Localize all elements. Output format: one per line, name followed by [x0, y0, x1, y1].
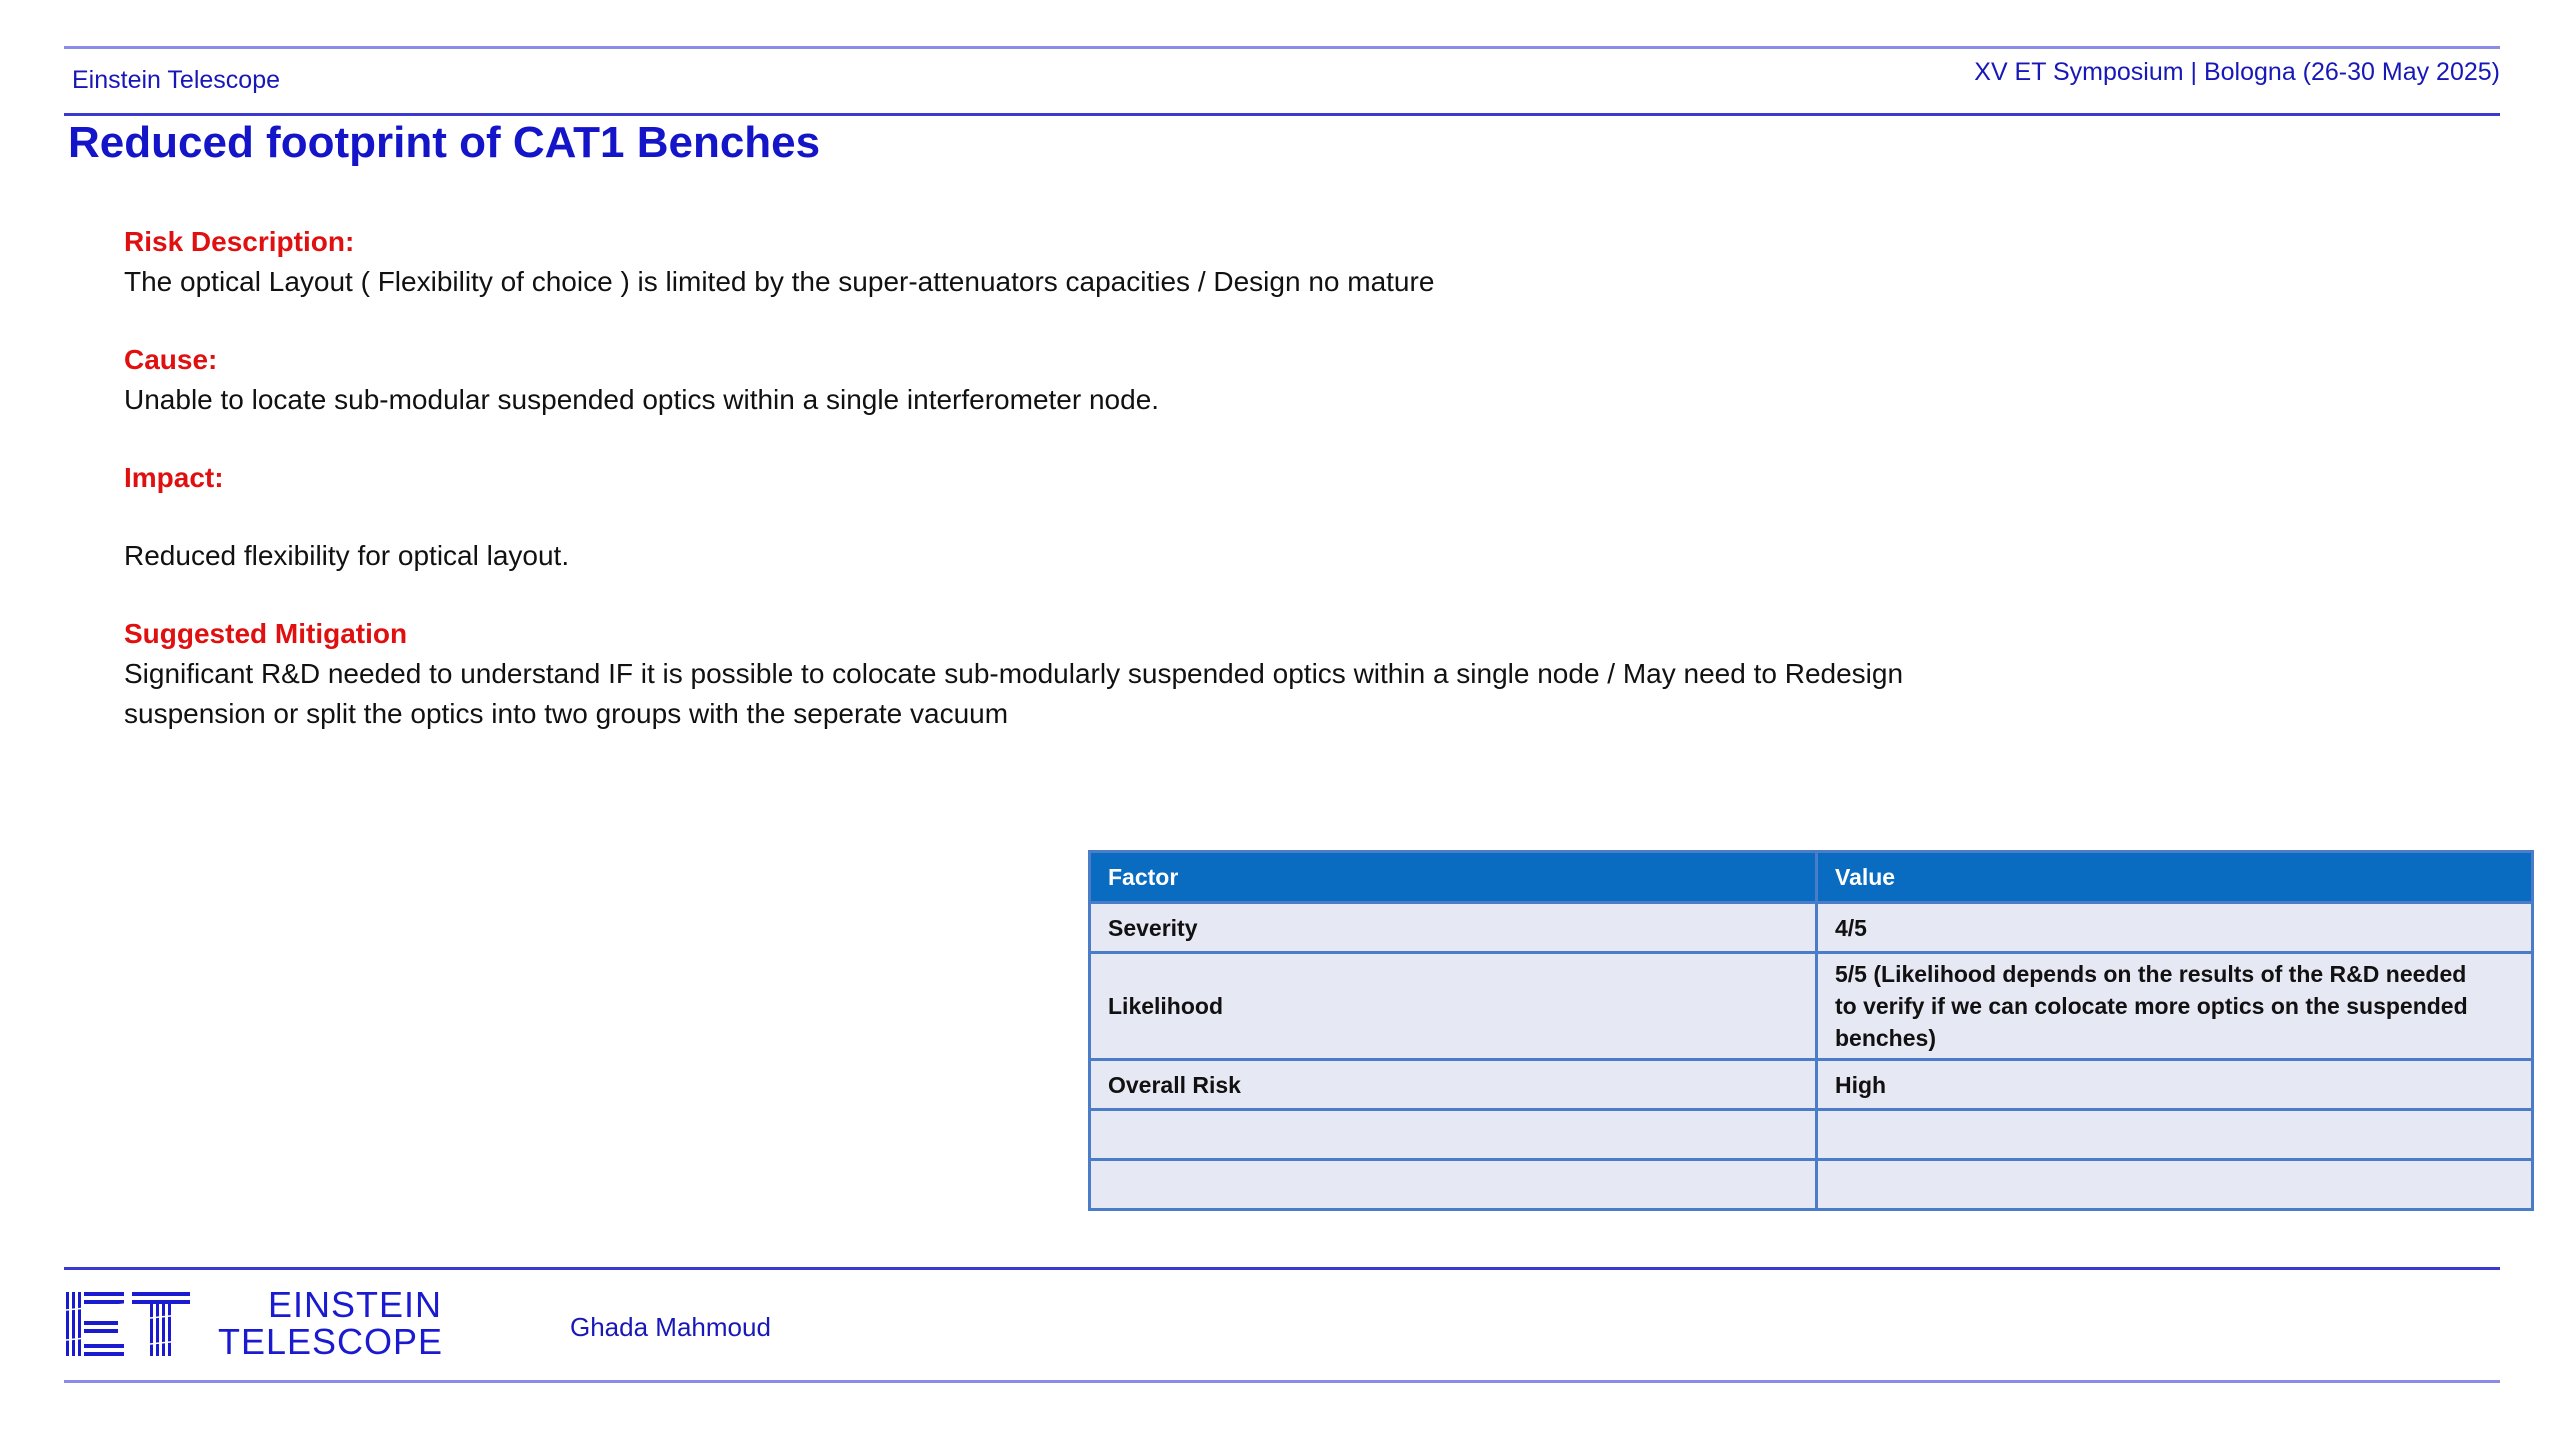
risk-description-label: Risk Description: [124, 226, 355, 257]
cause-label: Cause: [124, 344, 218, 375]
mitigation-label: Suggested Mitigation [124, 618, 408, 649]
footer-rule-top [64, 1267, 2500, 1270]
table-row [1090, 1060, 2533, 1110]
table-cell-factor [1090, 1160, 1817, 1210]
footer-rule-bottom [64, 1380, 2500, 1383]
table-cell-factor [1090, 1110, 1817, 1160]
table-row [1090, 1110, 2533, 1160]
table-cell-factor: Overall Risk [1090, 1060, 1817, 1110]
mitigation-text-line2: suspension or split the optics into two groups with the seperate vacuum [124, 698, 1009, 729]
table-header-value: Value [1817, 852, 2533, 903]
header-org-name: Einstein Telescope [72, 66, 281, 94]
logo-line1: EINSTEIN [268, 1284, 443, 1325]
slide-title: Reduced footprint of CAT1 Benches [68, 118, 821, 167]
logo-wordmark [218, 1286, 443, 1360]
table-header-factor: Factor [1090, 852, 1817, 903]
table-row [1090, 903, 2533, 953]
header-rule-bottom [64, 113, 2500, 116]
impact-label: Impact: [124, 462, 224, 493]
logo-line2: TELESCOPE [218, 1321, 444, 1362]
table-cell-value [1817, 953, 2533, 1060]
cause-text: Unable to locate sub-modular suspended optics within a single interferometer node. [124, 384, 1160, 415]
mitigation-text-line1: Significant R&D needed to understand IF it is possible to colocate sub-modularly suspended optics within a single node / May need to Redesign [124, 658, 1904, 689]
table-cell-value: 4/5 [1817, 903, 2533, 953]
header-rule-top [64, 46, 2500, 49]
table-header-row [1090, 852, 2533, 903]
header-event-info: XV ET Symposium | Bologna (26-30 May 2025) [1974, 58, 2500, 86]
risk-description-text: The optical Layout ( Flexibility of choice ) is limited by the super-attenuators capacities / Design no mature [124, 266, 1435, 297]
likelihood-text-line2: to verify if we can colocate more optics on the suspended [1835, 993, 2468, 1019]
einstein-telescope-logo-icon [66, 1290, 190, 1358]
table-cell-value [1817, 1160, 2533, 1210]
table-row [1090, 953, 2533, 1060]
likelihood-text-line3: benches) [1835, 1025, 1936, 1051]
table-cell-factor: Likelihood [1090, 953, 1817, 1060]
impact-text: Reduced flexibility for optical layout. [124, 540, 570, 571]
table-row [1090, 1160, 2533, 1210]
slide-body [124, 222, 2124, 734]
risk-assessment-table [1088, 850, 2534, 1211]
table-cell-value [1817, 1110, 2533, 1160]
likelihood-text-line1: 5/5 (Likelihood depends on the results of the R&D needed [1835, 961, 2467, 987]
author-name: Ghada Mahmoud [570, 1312, 771, 1342]
table-cell-value: High [1817, 1060, 2533, 1110]
table-cell-factor: Severity [1090, 903, 1817, 953]
